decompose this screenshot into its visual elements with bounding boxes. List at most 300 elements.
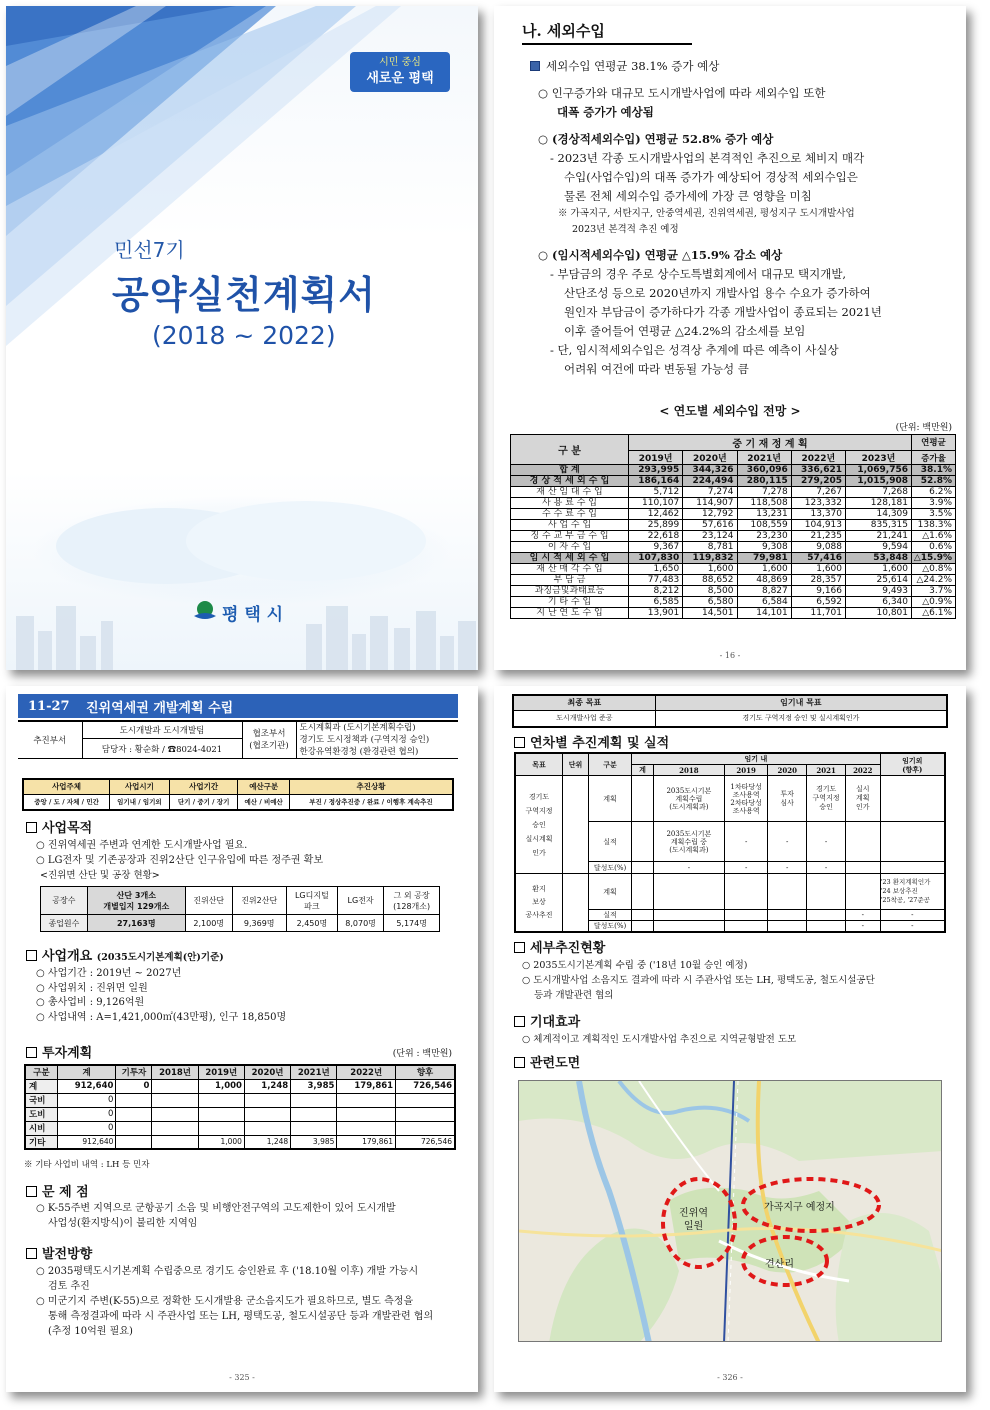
revenue-cell: 57,616 [683,520,737,531]
problem-heading: 문 제 점 [26,1184,466,1202]
revenue-cell: 1,015,908 [846,476,912,487]
invest-cell [337,1121,396,1135]
cell [768,874,807,910]
revenue-cell: 14,309 [846,509,912,520]
invest-cell [152,1107,198,1121]
cell [725,910,768,921]
d3-line-b: 어려워 여건에 따라 변동될 가능성 큼 [564,362,749,376]
cell-2018-plan: 2035도시기본 계획수립 (도시계획과) [653,776,724,822]
revenue-rate: 3.9% [912,498,956,509]
plan-heading: 연차별 추진계획 및 실적 [514,732,669,751]
revenue-rate: △6.1% [912,608,956,619]
cell [632,921,654,933]
revenue-rate: 6.2% [912,487,956,498]
plan-table [514,752,946,933]
revenue-cell: 119,832 [683,553,737,564]
cell [807,921,846,933]
revenue-cell: 118,508 [737,498,791,509]
goal-value: 경기도 구역지정 승인 및 실시계획인가 [655,710,947,727]
revenue-cell: 12,792 [683,509,737,520]
invest-cell [152,1093,198,1107]
revenue-cell: 360,096 [737,465,791,476]
revenue-cell: 12,462 [629,509,683,520]
invest-cell: 726,546 [396,1135,455,1149]
fac-value: 27,163명 [87,915,185,932]
revenue-cell: 88,652 [683,575,737,586]
revenue-cell: 114,907 [683,498,737,509]
overview-line: ○ 사업내역 : A=1,421,000㎡(43만평), 인구 18,850명 [36,1011,287,1023]
revenue-cell: 104,913 [791,520,845,531]
purpose-line: ○ LG전자 및 기존공장과 진위2산단 인구유입에 따른 정주권 확보 [36,855,323,866]
row-label: 달성도(%) [588,921,631,933]
cat-head: 예산구분 [238,779,289,794]
goal-value: 도시개발사업 준공 [513,710,655,727]
overview-line: ○ 사업위치 : 진위면 일원 [36,982,148,994]
project-header [18,694,458,718]
page-number: - 325 - [229,1373,255,1382]
coop-item: 도시계획과 (도시기본계획수립) [299,723,416,733]
invest-cell: 1,248 [244,1135,290,1149]
invest-row [25,1079,455,1093]
invest-cell [152,1121,198,1135]
revenue-cell: 57,416 [791,553,845,564]
invest-head: 2020년 [244,1065,290,1079]
city-logo [192,599,283,625]
revenue-cell: 9,088 [791,542,845,553]
revenue-rate: △1.6% [912,531,956,542]
revenue-cell: 224,494 [683,476,737,487]
invest-cell [291,1093,337,1107]
invest-cell: 계 [25,1079,57,1093]
cell [725,874,768,910]
cat-value: 중앙 / 도 / 자체 / 민간 [23,794,110,810]
cell [725,921,768,933]
revenue-rate: 0.6% [912,542,956,553]
pt-head: 임기외 (향후) [880,753,945,776]
map-label-gagok: 가곡지구 예정지 [764,1202,835,1213]
revenue-cell: 9,367 [629,542,683,553]
direction-heading: 발전방향 [26,1246,466,1264]
cell-2022-plan: 실시 계획 인가 [846,776,881,822]
project-title: 진위역세권 개발계획 수립 [86,700,234,716]
pt-head: 2019 [725,765,768,776]
d1-line-c: 물론 전체 세외수입 증가세에 가장 큰 영향을 미침 [564,189,812,203]
d2-line-a: - 부담금의 경우 주로 상수도특별회계에서 대규모 택지개발, [550,267,847,281]
cell [632,874,654,910]
revenue-cell: 835,315 [846,520,912,531]
revenue-cell: 79,981 [737,553,791,564]
overview-heading [26,948,466,967]
row-label: 달성도(%) [588,862,631,874]
manager: 담당자 : 황순화 / ☎8024-4021 [82,739,242,759]
map-label-gyeonsan: 견산리 [765,1259,794,1270]
revenue-row-label: 수 수 료 수 입 [511,509,629,520]
invest-head: 향후 [396,1065,455,1079]
invest-cell: 1,248 [244,1079,290,1093]
revenue-row-label: 과징금및과태료등 [511,586,629,597]
fac-value: 8,070명 [337,915,383,932]
cell [653,874,724,910]
cell-2021-plan: 경기도 구역지정 승인 [807,776,846,822]
status-line: ○ 2035도시기본계획 수립 중 ('18년 10월 승인 예정) [522,960,748,971]
revenue-cell: 9,166 [791,586,845,597]
revenue-cell: 77,483 [629,575,683,586]
invest-cell: 국비 [25,1093,57,1107]
invest-cell [116,1135,152,1149]
cell [653,921,724,933]
revenue-rate: 3.5% [912,509,956,520]
direction-line: ○ 미군기지 주변(K-55)으로 정확한 도시개발용 군소음지도가 필요하므로, 별도 측정을 [36,1296,414,1307]
revenue-rate: 3.7% [912,586,956,597]
o2-line: ○ (경상적세외수입) 연평균 52.8% 증가 예상 [538,132,774,146]
d2-line-b: 산단조성 등으로 2020년까지 개발사업 용수 수요가 증가하여 [564,286,871,300]
invest-head: 구분 [25,1065,57,1079]
pt-head: 2018 [653,765,724,776]
cell [880,862,945,874]
revenue-cell: 280,115 [737,476,791,487]
col-head-rate-b: 증가율 [912,451,956,465]
revenue-cell: 7,278 [737,487,791,498]
revenue-cell: 8,827 [737,586,791,597]
revenue-cell: 23,124 [683,531,737,542]
pt-head: 2020 [768,765,807,776]
fac-head: 진위2산단 [232,887,286,915]
status-heading: 세부추진현황 [514,940,954,958]
goal-head: 최종 목표 [513,695,655,710]
page-325 [6,686,478,1392]
invest-cell: 3,985 [291,1135,337,1149]
cover-years: (2018 ~ 2022) [152,321,336,350]
invest-heading: 투자계획 [26,1042,92,1061]
revenue-cell: 293,995 [629,465,683,476]
overview-line: ○ 총사업비 : 9,126억원 [36,997,145,1008]
cell-2018-done: 2035도시기본 계획수립 중 (도시계획과) [653,822,724,862]
revenue-cell: 110,107 [629,498,683,509]
note-line-a: ※ 가곡지구, 서탄지구, 안중역세권, 진위역세권, 평성지구 도시개발사업 [558,208,855,219]
row-label: 실적 [588,822,631,862]
revenue-cell: 7,267 [791,487,845,498]
revenue-cell: 107,830 [629,553,683,564]
cell-dash: - [846,921,881,933]
revenue-rate: △24.2% [912,575,956,586]
invest-cell: 3,985 [291,1079,337,1093]
revenue-cell: 6,585 [629,597,683,608]
revenue-row-label: 재 산 임 대 수 입 [511,487,629,498]
revenue-cell: 5,712 [629,487,683,498]
fac-value: 9,369명 [232,915,286,932]
revenue-row [511,553,956,564]
invest-cell: 기타 [25,1135,57,1149]
invest-row [25,1107,455,1121]
invest-cell [152,1135,198,1149]
revenue-cell: 9,308 [737,542,791,553]
invest-cell: 0 [57,1107,116,1121]
fac-head: LG전자 [337,887,383,915]
revenue-row [511,564,956,575]
cell-dash: - [880,910,945,921]
revenue-rate: △15.9% [912,553,956,564]
coop-label-b: (협조기관) [249,741,289,751]
invest-head: 2018년 [152,1065,198,1079]
revenue-cell: 336,621 [791,465,845,476]
table-unit: (단위: 백만원) [895,423,952,433]
map-heading: 관련도면 [514,1052,580,1071]
cover-title: 공약실천계획서 [112,273,376,317]
revenue-row-label: 임 시 적 세 외 수 입 [511,553,629,564]
cat-value: 예산 / 비예산 [238,794,289,810]
invest-cell: 726,546 [396,1079,455,1093]
city-name: 평 택 시 [222,604,284,625]
invest-head: 2021년 [291,1065,337,1079]
overview-section [26,948,466,1025]
revenue-cell: 1,600 [683,564,737,575]
goal-head: 임기내 목표 [655,695,947,710]
pt-head: 2022 [846,765,881,776]
revenue-cell: 21,241 [846,531,912,542]
d3-line-a: - 단, 임시적세외수입은 성격상 추계에 따른 예측이 사실상 [550,343,839,357]
invest-cell [244,1107,290,1121]
page-number: - 16 - [719,651,741,660]
d2-line-c: 원인자 부담금이 증가하다가 각종 개발사업이 종료되는 2021년 [564,305,882,319]
invest-cell: 179,861 [337,1079,396,1093]
invest-cell [198,1121,244,1135]
square-bullet-icon [530,61,540,71]
revenue-cell: 6,340 [846,597,912,608]
invest-head: 2022년 [337,1065,396,1079]
facility-subtitle: <진위면 산단 및 공장 현황> [40,870,160,881]
invest-cell [244,1093,290,1107]
cell [632,822,654,862]
revenue-cell: 25,614 [846,575,912,586]
goal-2: 환지 보상 공사추진 [515,874,563,933]
dept-value: 도시개발과 도시개발팀 [82,721,242,739]
invest-cell [291,1107,337,1121]
cat-head: 사업주체 [23,779,110,794]
revenue-cell: 23,230 [737,531,791,542]
col-year: 2022년 [791,451,845,465]
cell-dash: - [725,862,768,874]
cell-dash: - [846,910,881,921]
cat-head: 사업기간 [169,779,238,794]
purpose-line: ○ 진위역세권 주변과 연계한 도시개발사업 필요. [36,840,248,851]
invest-cell: 도비 [25,1107,57,1121]
pt-head: 2021 [807,765,846,776]
invest-cell [116,1121,152,1135]
invest-row [25,1121,455,1135]
cell-dash: - [653,862,724,874]
cat-value: 부진 / 정상추진중 / 완료 / 이행후 계속추진 [289,794,453,810]
revenue-cell: 1,600 [791,564,845,575]
revenue-cell: 28,357 [791,575,845,586]
revenue-cell: 8,212 [629,586,683,597]
cat-head: 추진상황 [289,779,453,794]
revenue-cell: 186,164 [629,476,683,487]
invest-cell: 0 [57,1093,116,1107]
invest-cell: 0 [116,1079,152,1093]
cover-badge-line2: 새로운 평택 [366,71,434,86]
revenue-cell: 1,600 [737,564,791,575]
invest-table [24,1064,456,1150]
fac-head: 그 외 공장 (128개소) [384,887,440,915]
row-label: 계획 [588,874,631,910]
revenue-cell: 108,559 [737,520,791,531]
cover-badge-line1: 시민 중심 [379,57,421,68]
revenue-rate: 52.8% [912,476,956,487]
d1-line-a: - 2023년 각종 도시개발사업의 본격적인 추진으로 체비지 매각 [550,151,865,165]
revenue-row-label: 징 수 교 부 금 수 입 [511,531,629,542]
fac-value: 종업원수 [41,915,88,932]
cell [880,776,945,822]
category-table [22,778,454,811]
revenue-rate: △0.8% [912,564,956,575]
cell [846,874,881,910]
revenue-cell: 13,231 [737,509,791,520]
effect-section [514,1014,954,1047]
fac-head: 산단 3개소 개별입지 129개소 [87,887,185,915]
revenue-row [511,498,956,509]
col-head-item: 구 분 [511,435,629,465]
fac-value: 2,450명 [286,915,337,932]
cell-dash: - [807,862,846,874]
cover-page [6,6,478,670]
cell-2019-plan: 1차타당성 조사용역 2차타당성 조사용역 [725,776,768,822]
problem-section [26,1184,466,1231]
revenue-row [511,586,956,597]
map-drawing [519,1081,942,1342]
o1-line-b: 대폭 증가가 예상됨 [557,105,654,119]
revenue-cell: 48,869 [737,575,791,586]
invest-cell [396,1121,455,1135]
invest-cell [244,1121,290,1135]
revenue-cell: 1,069,756 [846,465,912,476]
invest-cell: 시비 [25,1121,57,1135]
cell-dash: - [768,862,807,874]
page-326 [494,686,966,1392]
invest-cell: 179,861 [337,1135,396,1149]
direction-line: (추정 10억원 필요) [48,1326,133,1337]
status-section [514,940,954,1003]
revenue-row-label: 사 업 수 입 [511,520,629,531]
revenue-cell: 128,181 [846,498,912,509]
revenue-row-label: 이 자 수 입 [511,542,629,553]
revenue-rate: 38.1% [912,465,956,476]
invest-row [25,1135,455,1149]
invest-cell [116,1093,152,1107]
revenue-row-label: 경 상 적 세 외 수 입 [511,476,629,487]
note-line-b: 2023년 본격적 추진 예정 [572,224,679,235]
col-year: 2020년 [683,451,737,465]
col-year: 2019년 [629,451,683,465]
revenue-cell: 8,781 [683,542,737,553]
cell-dash: - [880,921,945,933]
revenue-row [511,487,956,498]
fac-head: LG디지털 파크 [286,887,337,915]
revenue-cell: 22,618 [629,531,683,542]
status-line: 등과 개발관련 협의 [534,990,614,1001]
direction-section [26,1246,466,1339]
revenue-row [511,520,956,531]
revenue-row-label: 합 계 [511,465,629,476]
invest-cell: 912,640 [57,1079,116,1093]
main-bullet-text: 세외수입 연평균 38.1% 증가 예상 [546,59,720,73]
unit-cell [563,874,589,933]
unit-cell [563,776,589,874]
coop-label [242,721,296,759]
revenue-row [511,531,956,542]
section-title: 나. 세외수입 [522,20,692,45]
invest-head: 계 [57,1065,116,1079]
page-number: - 326 - [717,1373,743,1382]
overview-line: ○ 사업기간 : 2019년 ~ 2027년 [36,968,182,979]
revenue-row [511,575,956,586]
revenue-cell: 7,268 [846,487,912,498]
cell-dash: - [768,822,807,862]
invest-cell [396,1107,455,1121]
invest-cell: 1,000 [198,1079,244,1093]
map-figure [518,1080,942,1342]
invest-head: 기투자 [116,1065,152,1079]
overview-heading-text: 사업개요 [42,949,93,964]
cell [632,776,654,822]
map-label-jinwi: 진위역 일원 [679,1208,708,1232]
goal-2-future: '23 환지계획인가 '24 보상추진 '25착공, '27준공 [880,874,945,910]
revenue-row [511,542,956,553]
cell-2020-plan: 투자 심사 [768,776,807,822]
dept-label: 추진부서 [18,721,82,759]
cell [768,921,807,933]
cat-head: 사업시기 [110,779,170,794]
revenue-row-label: 재 산 매 각 수 입 [511,564,629,575]
invest-cell: 912,640 [57,1135,116,1149]
problem-line: 사업성(환지방식)이 불리한 지역임 [48,1217,198,1229]
revenue-cell: 8,500 [683,586,737,597]
fac-value: 5,174명 [384,915,440,932]
invest-cell: 1,000 [198,1135,244,1149]
revenue-cell: 7,274 [683,487,737,498]
invest-note: ※ 기타 사업비 내역 : LH 등 민자 [24,1160,150,1170]
revenue-cell: 1,600 [846,564,912,575]
cover-badge [350,52,450,92]
cell-dash: - [725,822,768,862]
revenue-cell: 123,332 [791,498,845,509]
pt-head: 단위 [563,753,589,776]
goal-table [512,694,948,728]
revenue-cell: 13,901 [629,608,683,619]
invest-cell [152,1079,198,1093]
fac-head: 공장수 [41,887,88,915]
page-16 [494,6,966,670]
fac-value: 2,100명 [185,915,232,932]
invest-head: 2019년 [198,1065,244,1079]
goal-1: 경기도 구역지정 승인 실시계획 인가 [515,776,563,874]
pt-head: 임기 내 [632,753,880,765]
o1-line-a: ○ 인구증가와 대규모 도시개발사업에 따라 세외수입 또한 [538,86,826,100]
purpose-section [26,820,466,883]
cell [632,910,654,921]
coop-item: 경기도 도시정책과 (구역지정 승인) [299,735,430,745]
pt-head: 계 [632,765,654,776]
revenue-rate: 138.3% [912,520,956,531]
revenue-cell: 6,592 [791,597,845,608]
cell [653,910,724,921]
invest-cell [337,1093,396,1107]
revenue-row-label: 기 타 수 입 [511,597,629,608]
d2-line-d: 이후 줄어들어 연평균 △24.2%의 감소세를 보임 [564,324,806,338]
col-year: 2023년 [846,451,912,465]
revenue-cell: 279,205 [791,476,845,487]
coop-item: 한강유역환경청 (환경관련 협의) [299,747,419,757]
cell [846,862,881,874]
